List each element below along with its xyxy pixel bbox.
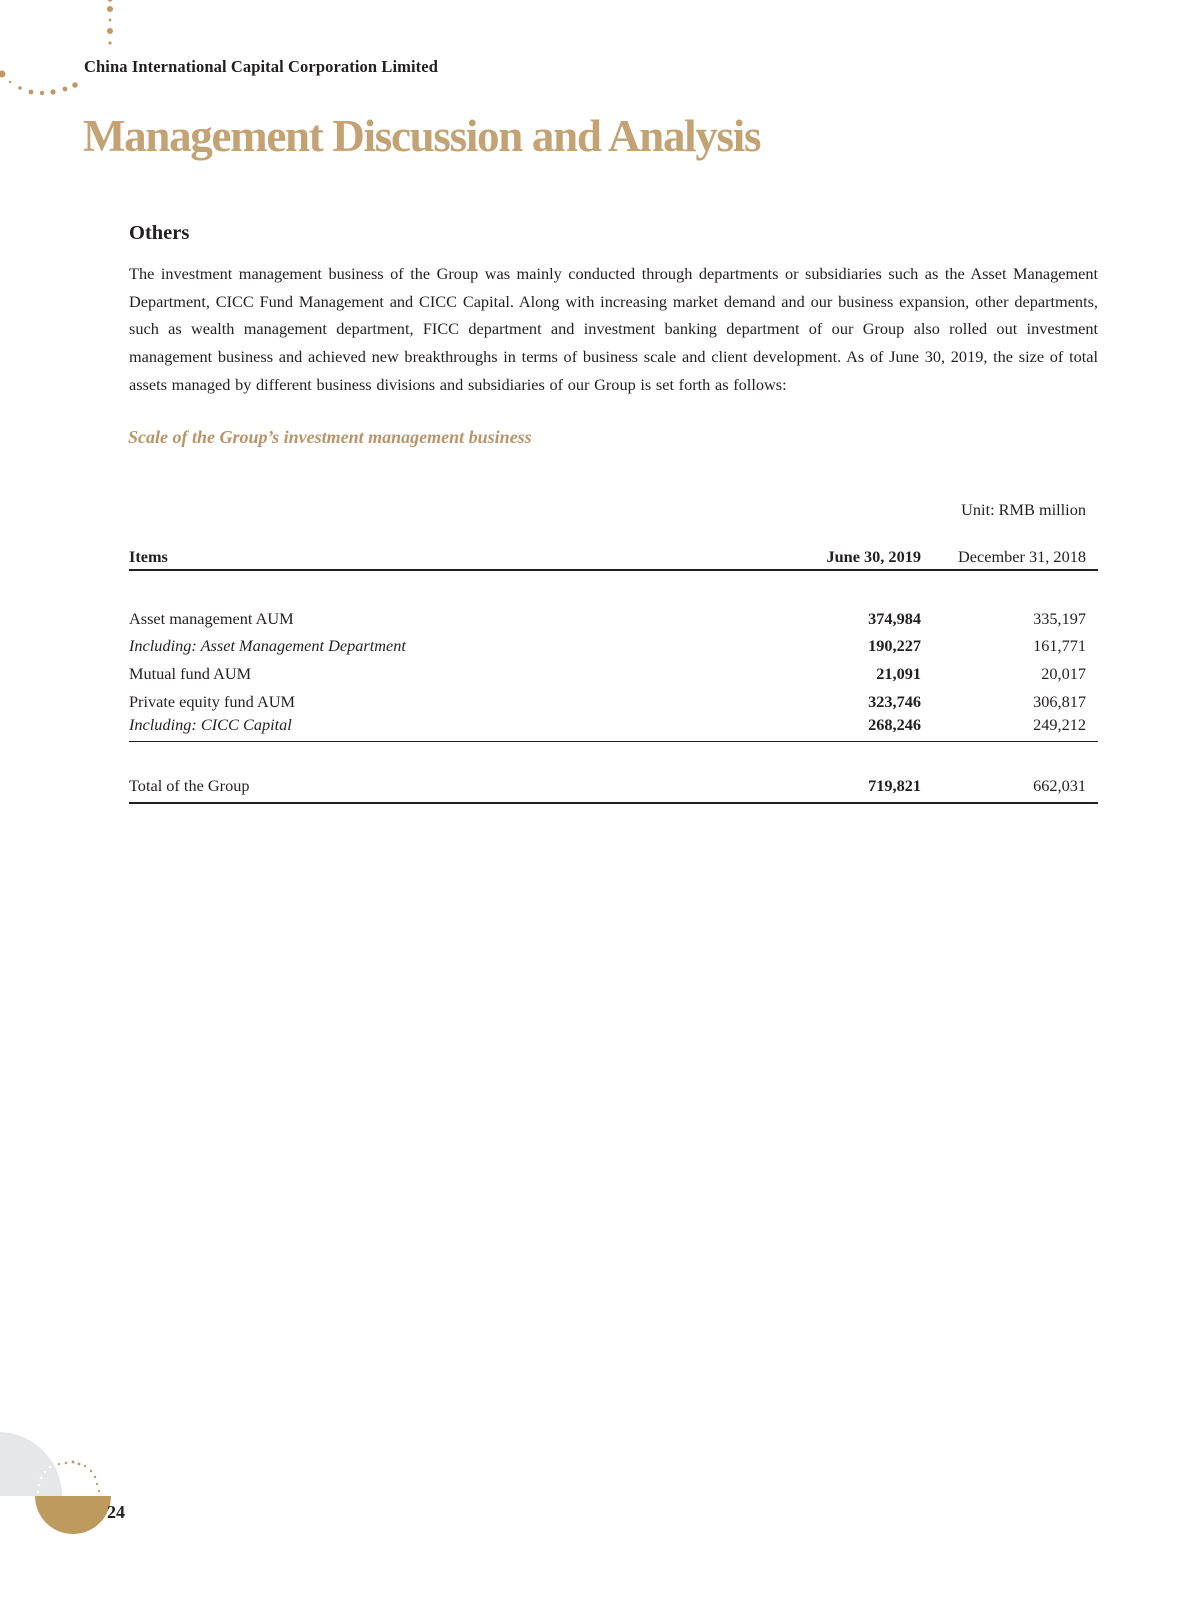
- row-value-june: 268,246: [751, 715, 931, 742]
- main-content: [128, 222, 1098, 796]
- row-value-december: 306,817: [1033, 691, 1086, 711]
- table-row: [129, 633, 1098, 661]
- table-row: [129, 660, 1098, 688]
- unit-label: Unit: RMB million: [961, 500, 1086, 519]
- decorative-dots-icon: [0, 0, 140, 100]
- table-spacer: [129, 742, 1098, 777]
- row-value-june: 21,091: [876, 663, 921, 683]
- row-label: Including: CICC Capital: [129, 715, 751, 742]
- total-label: Total of the Group: [129, 776, 751, 803]
- page-number: 24: [107, 1502, 125, 1522]
- row-value-june: 323,746: [868, 691, 921, 711]
- row-label: Mutual fund AUM: [129, 663, 252, 683]
- row-label: Asset management AUM: [129, 608, 294, 628]
- table-spacer: [129, 570, 1098, 605]
- table-total-row: [129, 776, 1098, 803]
- table-row: [129, 688, 1098, 716]
- section-paragraph: The investment management business of the Group was mainly conducted through departments or subsidiaries such as the Asset Management Department, CICC Fund Management and CICC Capital. Along with increasing market demand and our business expansion, other departments, such as wealth management department, FICC department and investment banking department of our Group also rolled out investment management business and achieved new breakthroughs in terms of business scale and client development. As of June 30, 2019, the size of total assets managed by different business divisions and subsidiaries of our Group is set forth as follows:: [129, 264, 1098, 394]
- total-value-december: 662,031: [931, 776, 1098, 803]
- header-items: Items: [129, 547, 168, 566]
- row-value-december: 249,212: [931, 715, 1098, 742]
- row-value-december: 20,017: [1041, 663, 1086, 683]
- section-heading: Others: [129, 222, 190, 244]
- row-value-december: 335,197: [1033, 608, 1086, 628]
- total-value-june: 719,821: [751, 776, 931, 803]
- header-december-2018: December 31, 2018: [958, 547, 1086, 566]
- row-value-december: 161,771: [1033, 636, 1086, 656]
- row-label: Including: Asset Management Department: [129, 636, 406, 656]
- table-row: [129, 715, 1098, 742]
- company-name: China International Capital Corporation Limited: [84, 57, 438, 76]
- page-title: Management Discussion and Analysis: [83, 111, 761, 161]
- row-value-june: 374,984: [868, 608, 921, 628]
- header-june-2019: June 30, 2019: [826, 547, 921, 566]
- aum-table: [129, 545, 1098, 804]
- table-caption: Scale of the Group’s investment management business: [128, 426, 532, 447]
- table-header-row: [129, 545, 1098, 570]
- row-value-june: 190,227: [868, 636, 921, 656]
- table-row: [129, 605, 1098, 633]
- row-label: Private equity fund AUM: [129, 691, 295, 711]
